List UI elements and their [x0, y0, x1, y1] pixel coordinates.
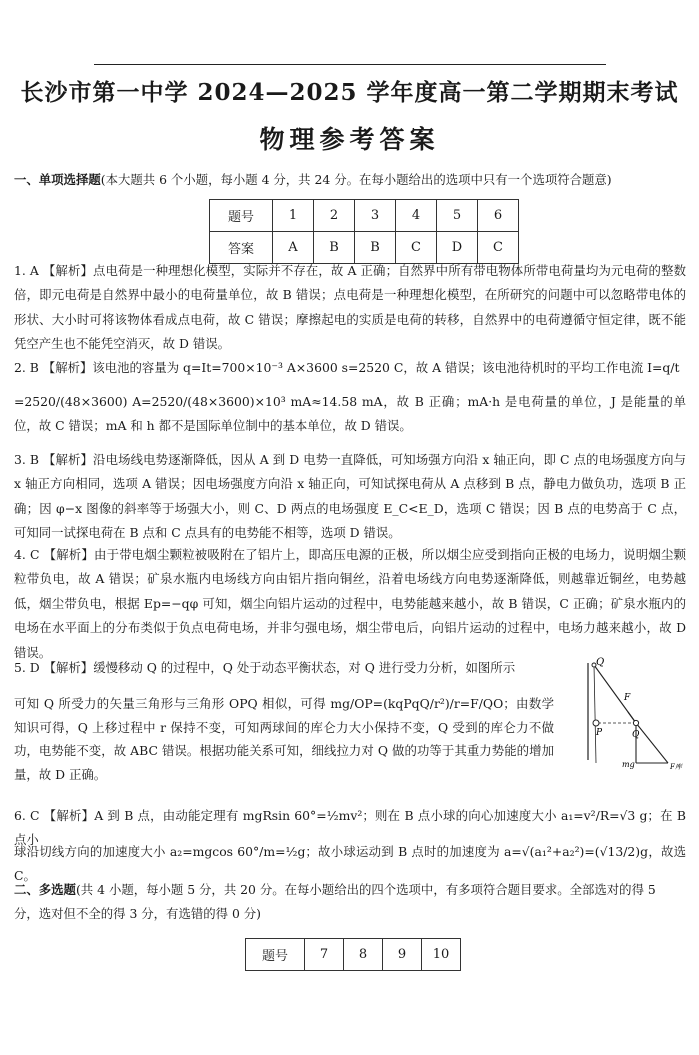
section1-heading	[14, 168, 612, 192]
answer-1: 1. A 【解析】点电荷是一种理想化模型，实际并不存在，故 A 正确；自然界中所有带电物体所带电荷量均为元电荷的整数倍，即元电荷是自然界中最小的电荷量单位，故 B 错误；点电荷是一种理想化模型，在所研究的问题中可以忽略带电体的形状、大小时可将该物体看成点电荷，故 C 错误；摩擦起电的实质是电荷的转移，自然界中的电荷遵循守恒定律，既不能凭空产生也不能凭空消灭，故 D 错误。	[14, 263, 686, 352]
label-fk: F库	[670, 763, 682, 771]
section1-desc: (本大题共 6 个小题，每小题 4 分，共 24 分。在每小题给出的选项中只有一个选项符合题意)	[100, 172, 612, 187]
table-cell: 题号	[246, 939, 305, 971]
table-cell: A	[273, 232, 314, 264]
table-row	[246, 939, 461, 971]
section2-desc: (共 4 小题，每小题 5 分，共 20 分。在每小题给出的四个选项中，有多项符合题目要求。全部选对的得 5 分，选对但不全的得 3 分，有选错的得 0 分)	[14, 882, 656, 921]
label-mg: mg	[622, 760, 635, 769]
table-cell: 答案	[210, 232, 273, 264]
table-cell: 4	[396, 200, 437, 232]
answer-3: 3. B 【解析】沿电场线电势逐渐降低，因从 A 到 D 电势一直降低，可知场强方向沿 x 轴正向，即 C 点的电场强度方向与 x 轴正方向相同，选项 A 错误；因电场强度方向沿 x 轴正向，可知试探电荷从 A 点移到 B 点，静电力做负功，选项 B 正确；因 φ−x 图像的斜率等于场强大小，则 C、D 两点的电场强度 E_C<E_D，选项 C 错误；因 B 点的电势高于 C 点，可知同一试探电荷在 B 点和 C 点具有的电势能不相等，选项 D 错误。	[14, 452, 686, 541]
table-cell: 6	[478, 200, 519, 232]
answer-6-line2: 球沿切线方向的加速度大小 a₂=mgcos 60°/m=½g；故小球运动到 B 点时的加速度为 a=√(a₁²+a₂²)=(√13/2)g，故选 C。	[14, 844, 686, 884]
label-p: P	[596, 728, 603, 738]
school-title: 长沙市第一中学 2024—2025 学年度高一第二学期期末考试	[20, 79, 679, 106]
answer-5-line1: 5. D 【解析】缓慢移动 Q 的过程中，Q 处于动态平衡状态，对 Q 进行受力分析，如图所示	[14, 660, 516, 675]
answer-2-line2: =2520/(48×3600) A=2520/(48×3600)×10³ mA≈14.58 mA，故 B 正确；mA·h 是电荷量的单位，J 是能量的单位，故 C 错误；mA 和 h 都不是国际单位制中的基本单位，故 D 错误。	[14, 394, 686, 434]
table-cell: 1	[273, 200, 314, 232]
answer-table-1	[209, 199, 519, 264]
label-q: Q	[632, 730, 640, 740]
table-cell: 5	[437, 200, 478, 232]
table-cell: 题号	[210, 200, 273, 232]
table-row	[210, 200, 519, 232]
force-diagram	[566, 655, 692, 775]
table-cell: 9	[383, 939, 422, 971]
answer-2-line1: 2. B 【解析】该电池的容量为 q=It=700×10⁻³ A×3600 s=2520 C，故 A 错误；该电池待机时的平均工作电流 I=q/t	[14, 360, 680, 375]
label-f: F	[624, 693, 631, 703]
answer-6-line1: 6. C 【解析】A 到 B 点，由动能定理有 mgRsin 60°=½mv²；则在 B 点小球的向心加速度大小 a₁=v²/R=√3 g；在 B 点小	[14, 808, 686, 848]
table-cell: B	[355, 232, 396, 264]
label-o: Q	[596, 657, 605, 668]
table-cell: D	[437, 232, 478, 264]
answer-4: 4. C 【解析】由于带电烟尘颗粒被吸附在了铝片上，即高压电源的正极，所以烟尘应受到指向正极的电场力，说明烟尘颗粒带负电，故 A 错误；矿泉水瓶内电场线方向由铝片指向铜丝，沿着电场线方向电势逐渐降低，则越靠近铜丝，电势越低，烟尘带负电，根据 Ep=−qφ 可知，烟尘向铝片运动的过程中，电势能越来越小，故 B 错误，C 正确；矿泉水瓶内的电场在水平面上的分布类似于负点电荷电场，并非匀强电场，烟尘带电后，向铝片运动的过程中，电场力越来越小，故 D 错误。	[14, 547, 686, 660]
table-cell: 10	[422, 939, 461, 971]
table-cell: C	[396, 232, 437, 264]
table-cell: 2	[314, 200, 355, 232]
section2-title: 二、多选题	[14, 882, 76, 897]
table-cell: 3	[355, 200, 396, 232]
header-rule	[94, 64, 606, 65]
table-cell: B	[314, 232, 355, 264]
answer-table-2	[245, 938, 461, 971]
section2-heading	[14, 878, 684, 926]
page-title: 物理参考答案	[259, 125, 440, 154]
answer-5-body: 可知 Q 所受力的矢量三角形与三角形 OPQ 相似，可得 mg/OP=(kqPqQ/r²)/r=F/QO；由数学知识可得，Q 上移过程中 r 保持不变，可知两球间的库仑力大小保持不变，Q 受到的库仑力不做功，电势能不变，故 ABC 错误。根据功能关系可知，细线拉力对 Q 做的功等于其重力势能的增加量，故 D 正确。	[14, 696, 554, 782]
table-cell: C	[478, 232, 519, 264]
table-cell: 7	[305, 939, 344, 971]
table-cell: 8	[344, 939, 383, 971]
section1-title: 一、单项选择题	[14, 172, 101, 187]
